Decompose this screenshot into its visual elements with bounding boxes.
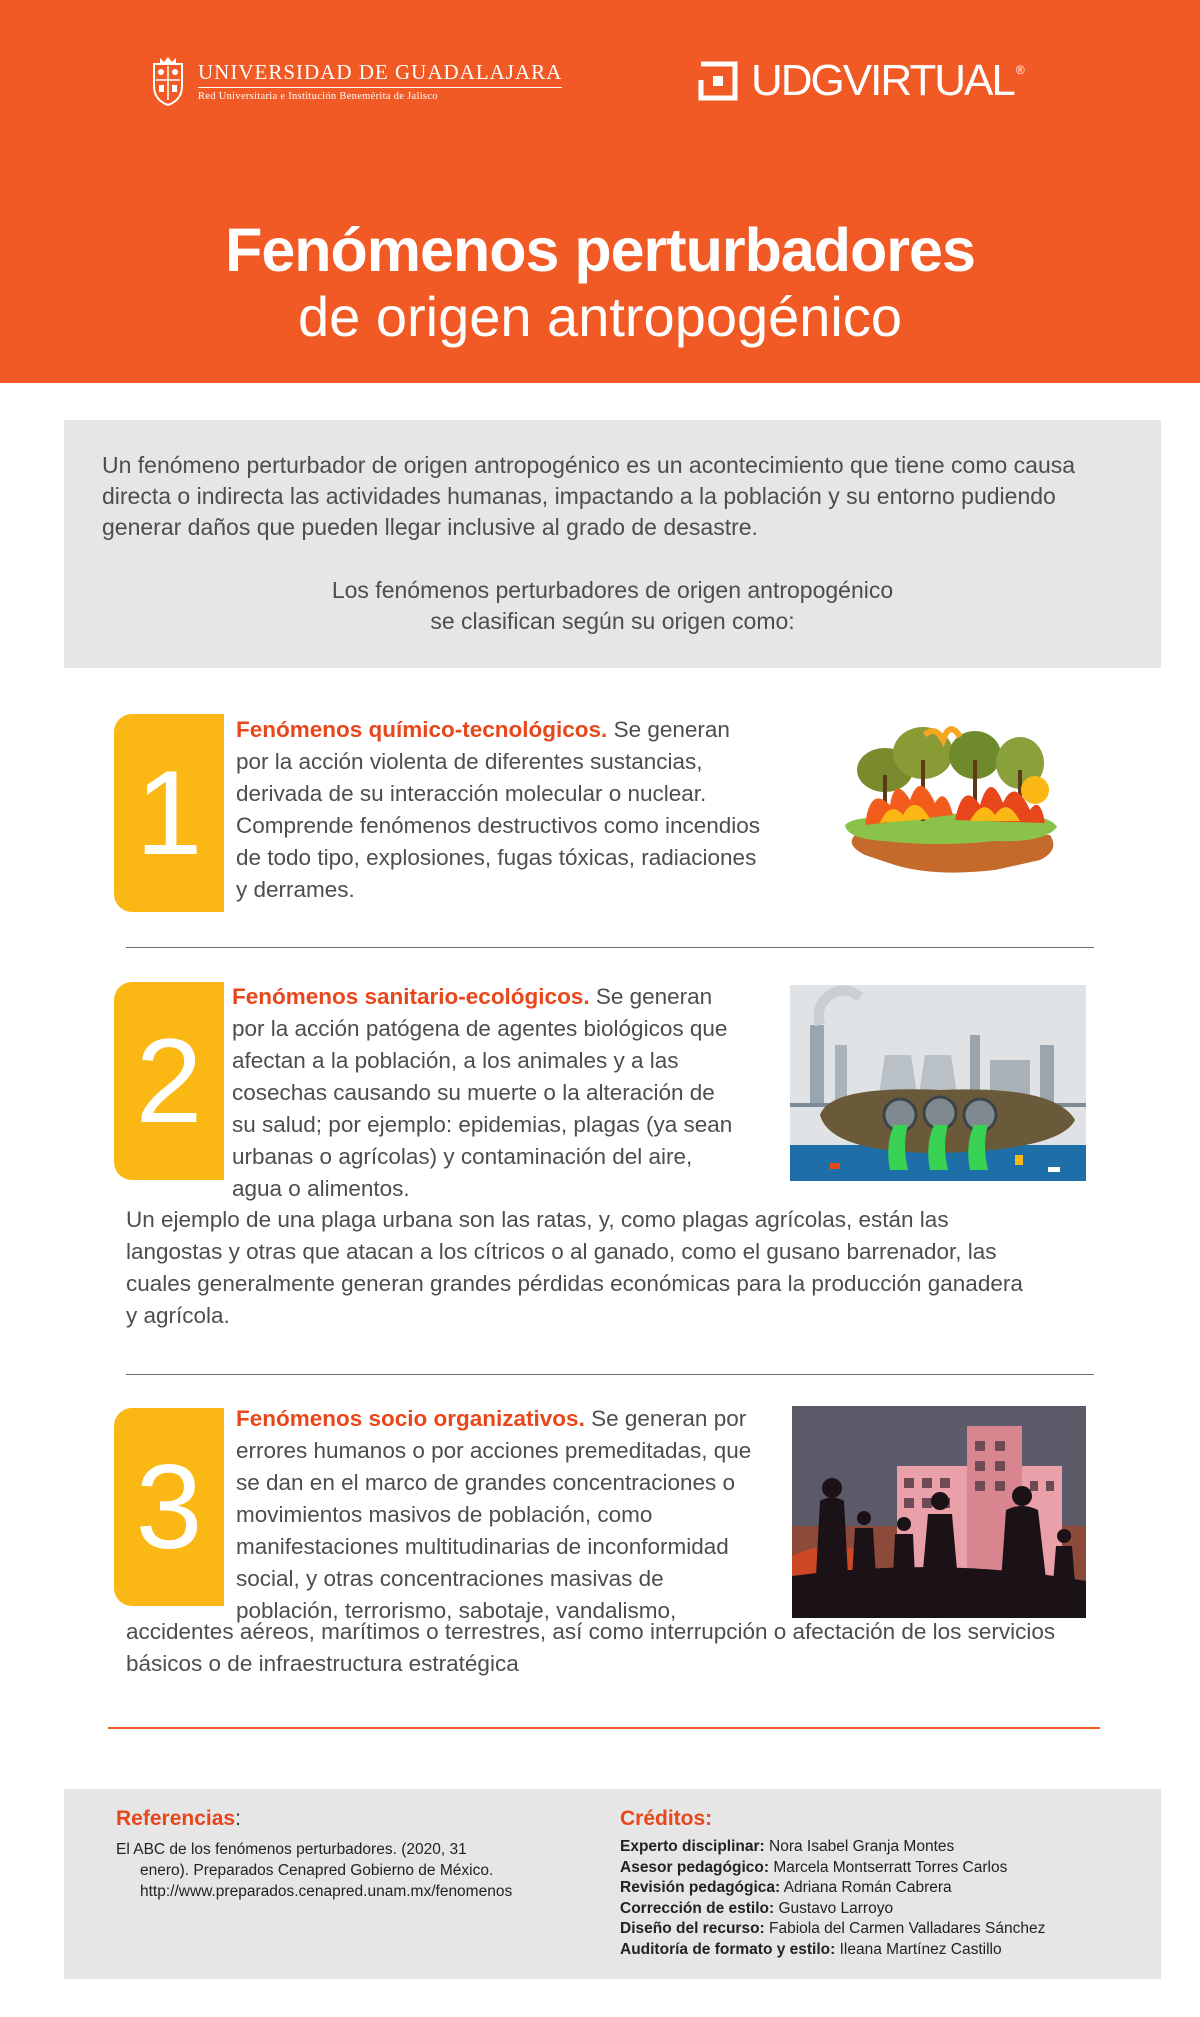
page-title-light: de origen antropogénico bbox=[297, 285, 903, 348]
burning-forest-illustration bbox=[835, 715, 1065, 880]
section-2-extra-text bbox=[126, 1204, 1106, 1332]
section-1-lead: Fenómenos químico-tecnológicos. bbox=[236, 717, 608, 742]
credit-item bbox=[620, 1858, 1140, 1879]
section-2-extra-line: cuales generalmente generan grandes pérdidas económicas para la producción ganadera bbox=[126, 1271, 1023, 1296]
credit-role: Corrección de estilo: bbox=[620, 1899, 775, 1917]
section-1-line: Se generan bbox=[613, 717, 730, 742]
credit-role: Experto disciplinar: bbox=[620, 1838, 765, 1855]
section-3-text bbox=[236, 1403, 796, 1627]
reference-line: El ABC de los fenómenos perturbadores. (2020, 31 bbox=[116, 1841, 467, 1858]
credit-item bbox=[620, 1919, 1140, 1940]
references-colon: : bbox=[235, 1807, 241, 1830]
credit-name: Fabiola del Carmen Valladares Sánchez bbox=[769, 1920, 1046, 1937]
section-3-lead: Fenómenos socio organizativos. bbox=[236, 1406, 585, 1431]
section-divider bbox=[126, 1374, 1094, 1375]
header-banner bbox=[0, 0, 1200, 383]
udgvirtual-text: UDGVIRTUAL bbox=[751, 56, 1014, 105]
intro-paragraph: Un fenómeno perturbador de origen antropogénico es un acontecimiento que tiene como causa directa o indirecta las actividades humanas, impactando a la población y su entorno pudiendo generar daños que pueden llegar inclusive al grado de desastre. bbox=[102, 452, 1076, 540]
section-2-text bbox=[232, 981, 792, 1205]
credit-name: Nora Isabel Granja Montes bbox=[769, 1838, 955, 1855]
section-2-line: su salud; por ejemplo: epidemias, plagas (ya sean bbox=[232, 1112, 733, 1137]
credit-name: Adriana Román Cabrera bbox=[783, 1879, 952, 1896]
section-3-extra-line: accidentes aéreos, marítimos o terrestres, así como interrupción o afectación de los servicios bbox=[126, 1619, 1056, 1644]
udg-logo bbox=[150, 56, 562, 106]
section-divider bbox=[126, 947, 1094, 948]
credit-item bbox=[620, 1878, 1140, 1899]
footer-box bbox=[64, 1789, 1161, 1979]
section-2-line: afectan a la población, a los animales y a las bbox=[232, 1048, 679, 1073]
section-3-line: movimientos masivos de población, como bbox=[236, 1502, 653, 1527]
credit-item bbox=[620, 1940, 1140, 1961]
section-2-lead: Fenómenos sanitario-ecológicos. bbox=[232, 984, 590, 1009]
classification-line-2: se clasifican según su origen como: bbox=[430, 608, 795, 634]
credit-name: Ileana Martínez Castillo bbox=[839, 1940, 1002, 1958]
section-3-line: errores humanos o por acciones premeditadas, que bbox=[236, 1438, 752, 1463]
udgvirtual-mark-icon bbox=[695, 58, 741, 104]
section-2-line: por la acción patógena de agentes biológicos que bbox=[232, 1016, 728, 1041]
section-3-line: población, terrorismo, sabotaje, vandalismo, bbox=[236, 1598, 677, 1623]
section-2-extra-line: Un ejemplo de una plaga urbana son las ratas, y, como plagas agrícolas, están las bbox=[126, 1207, 949, 1232]
registered-mark: ® bbox=[1015, 63, 1025, 77]
udgvirtual-logo bbox=[695, 58, 1025, 104]
credit-role: Asesor pedagógico: bbox=[620, 1858, 769, 1876]
section-2-line: Se generan bbox=[595, 984, 713, 1009]
section-2-line: cosechas causando su muerte o la alteración de bbox=[232, 1080, 715, 1105]
credit-item bbox=[620, 1899, 1140, 1920]
references-heading bbox=[116, 1807, 241, 1831]
section-2-line: urbanas o agrícolas) y contaminación del aire, bbox=[232, 1144, 693, 1169]
reference-line: enero). Preparados Cenapred Gobierno de México. bbox=[140, 1862, 494, 1879]
classification-intro bbox=[64, 575, 1161, 637]
section-3-line: Se generan por bbox=[591, 1406, 747, 1431]
section-1-line: Comprende fenómenos destructivos como incendios bbox=[236, 813, 761, 838]
section-2-extra-line: langostas y otras que atacan a los cítricos o al ganado, como el gusano barrenador, las bbox=[126, 1239, 997, 1264]
udg-crest-icon bbox=[150, 56, 186, 106]
section-2-extra-line: y agrícola. bbox=[126, 1303, 230, 1328]
section-1-line: por la acción violenta de diferentes sustancias, bbox=[236, 749, 703, 774]
reference-entry bbox=[116, 1839, 556, 1902]
section-3-number: 3 bbox=[135, 1440, 203, 1574]
credit-role: Auditoría de formato y estilo: bbox=[620, 1940, 836, 1958]
section-1-line: derivada de su interacción molecular o nuclear. bbox=[236, 781, 707, 806]
section-3-number-tab bbox=[114, 1408, 224, 1606]
section-2-line: agua o alimentos. bbox=[232, 1176, 410, 1201]
section-1-number-tab bbox=[114, 714, 224, 912]
classification-line-1: Los fenómenos perturbadores de origen antropogénico bbox=[331, 577, 894, 603]
credit-item bbox=[620, 1837, 1140, 1858]
section-3-extra-line: básicos o de infraestructura estratégica bbox=[126, 1651, 519, 1676]
credits-list bbox=[620, 1837, 1140, 1960]
section-3-extra-text bbox=[126, 1616, 1126, 1680]
credit-name: Gustavo Larroyo bbox=[778, 1899, 894, 1917]
page-title-bold: Fenómenos perturbadores bbox=[225, 216, 975, 284]
credits-heading: Créditos: bbox=[620, 1807, 713, 1830]
credit-name: Marcela Montserratt Torres Carlos bbox=[773, 1858, 1008, 1876]
udg-name: UNIVERSIDAD DE GUADALAJARA bbox=[198, 60, 562, 88]
section-3-line: se dan en el marco de grandes concentraciones o bbox=[236, 1470, 736, 1495]
section-1-text bbox=[236, 714, 806, 906]
udg-subtitle: Red Universitaria e Institución Benemérita de Jalisco bbox=[198, 91, 438, 102]
references-title: Referencias bbox=[116, 1807, 236, 1830]
credit-role: Diseño del recurso: bbox=[620, 1920, 765, 1937]
section-3-line: manifestaciones multitudinarias de inconformidad bbox=[236, 1534, 729, 1559]
refugees-silhouette-illustration bbox=[792, 1406, 1086, 1618]
footer-divider bbox=[108, 1727, 1100, 1729]
section-2-number: 2 bbox=[135, 1014, 203, 1148]
credit-role: Revisión pedagógica: bbox=[620, 1879, 781, 1896]
reference-url: http://www.preparados.cenapred.unam.mx/fenomenos bbox=[140, 1883, 513, 1900]
intro-box bbox=[64, 420, 1161, 668]
section-2-number-tab bbox=[114, 982, 224, 1180]
pollution-factory-illustration bbox=[790, 985, 1086, 1181]
section-1-line: y derrames. bbox=[236, 877, 355, 902]
section-1-line: de todo tipo, explosiones, fugas tóxicas, radiaciones bbox=[236, 845, 757, 870]
section-3-line: social, y otras concentraciones masivas de bbox=[236, 1566, 664, 1591]
section-1-number: 1 bbox=[135, 746, 203, 880]
